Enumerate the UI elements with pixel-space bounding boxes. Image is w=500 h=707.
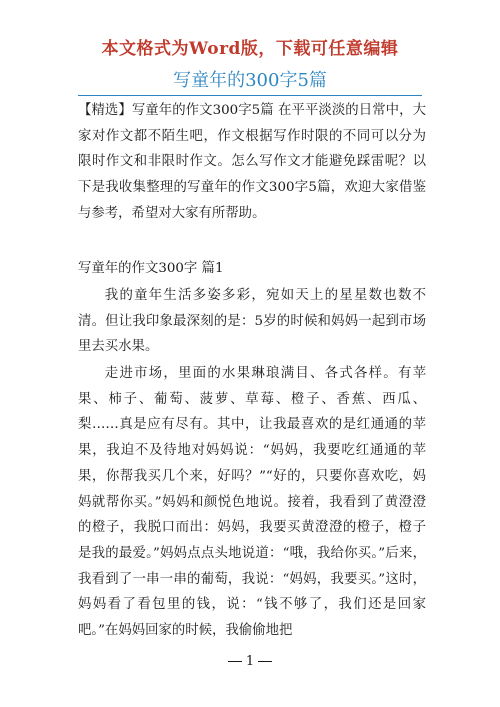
intro-paragraph: 【精选】写童年的作文300字5篇 在平平淡淡的日常中，大家对作文都不陌生吧，作文根据写作时限的不同可以分为限时作文和非限时作文。怎么写作文才能避免踩雷呢？以下是我收集整理的写童年的作文300字5篇，欢迎大家借鉴与参考，希望对大家有所帮助。	[78, 103, 426, 221]
page-number: 1	[245, 654, 255, 669]
page-footer	[0, 654, 500, 669]
document-title: 写童年的300字5篇	[173, 70, 327, 91]
format-banner: 本文格式为Word版，下载可任意编辑	[101, 39, 399, 59]
title-divider	[78, 95, 422, 96]
body-paragraph: 我的童年生活多姿多彩，宛如天上的星星数也数不清。但让我印象最深刻的是：5岁的时候和妈妈一起到市场里去买水果。	[78, 288, 426, 355]
section-heading: 写童年的作文300字 篇1	[78, 261, 224, 276]
page-number-dash-left	[228, 661, 242, 662]
page-number-dash-right	[258, 661, 272, 662]
body-paragraph: 走进市场，里面的水果琳琅满目、各式各样。有苹果、柿子、葡萄、菠萝、草莓、橙子、香蕉、西瓜、梨……真是应有尽有。其中，让我最喜欢的是红通通的苹果，我迫不及待地对妈妈说：“妈妈，我要吃红通通的苹果，你帮我买几个来，好吗？”“好的，只要你喜欢吃，妈妈就帮你买。”妈妈和颜悦色地说。接着，我看到了黄澄澄的橙子，我脱口而出：妈妈，我要买黄澄澄的橙子，橙子是我的最爱。”妈妈点点头地说道：“哦，我给你买。”后来，我看到了一串一串的葡萄，我说：“妈妈，我要买。”这时，妈妈看了看包里的钱，说：“钱不够了，我们还是回家吧。”在妈妈回家的时候，我偷偷地把	[78, 366, 426, 639]
